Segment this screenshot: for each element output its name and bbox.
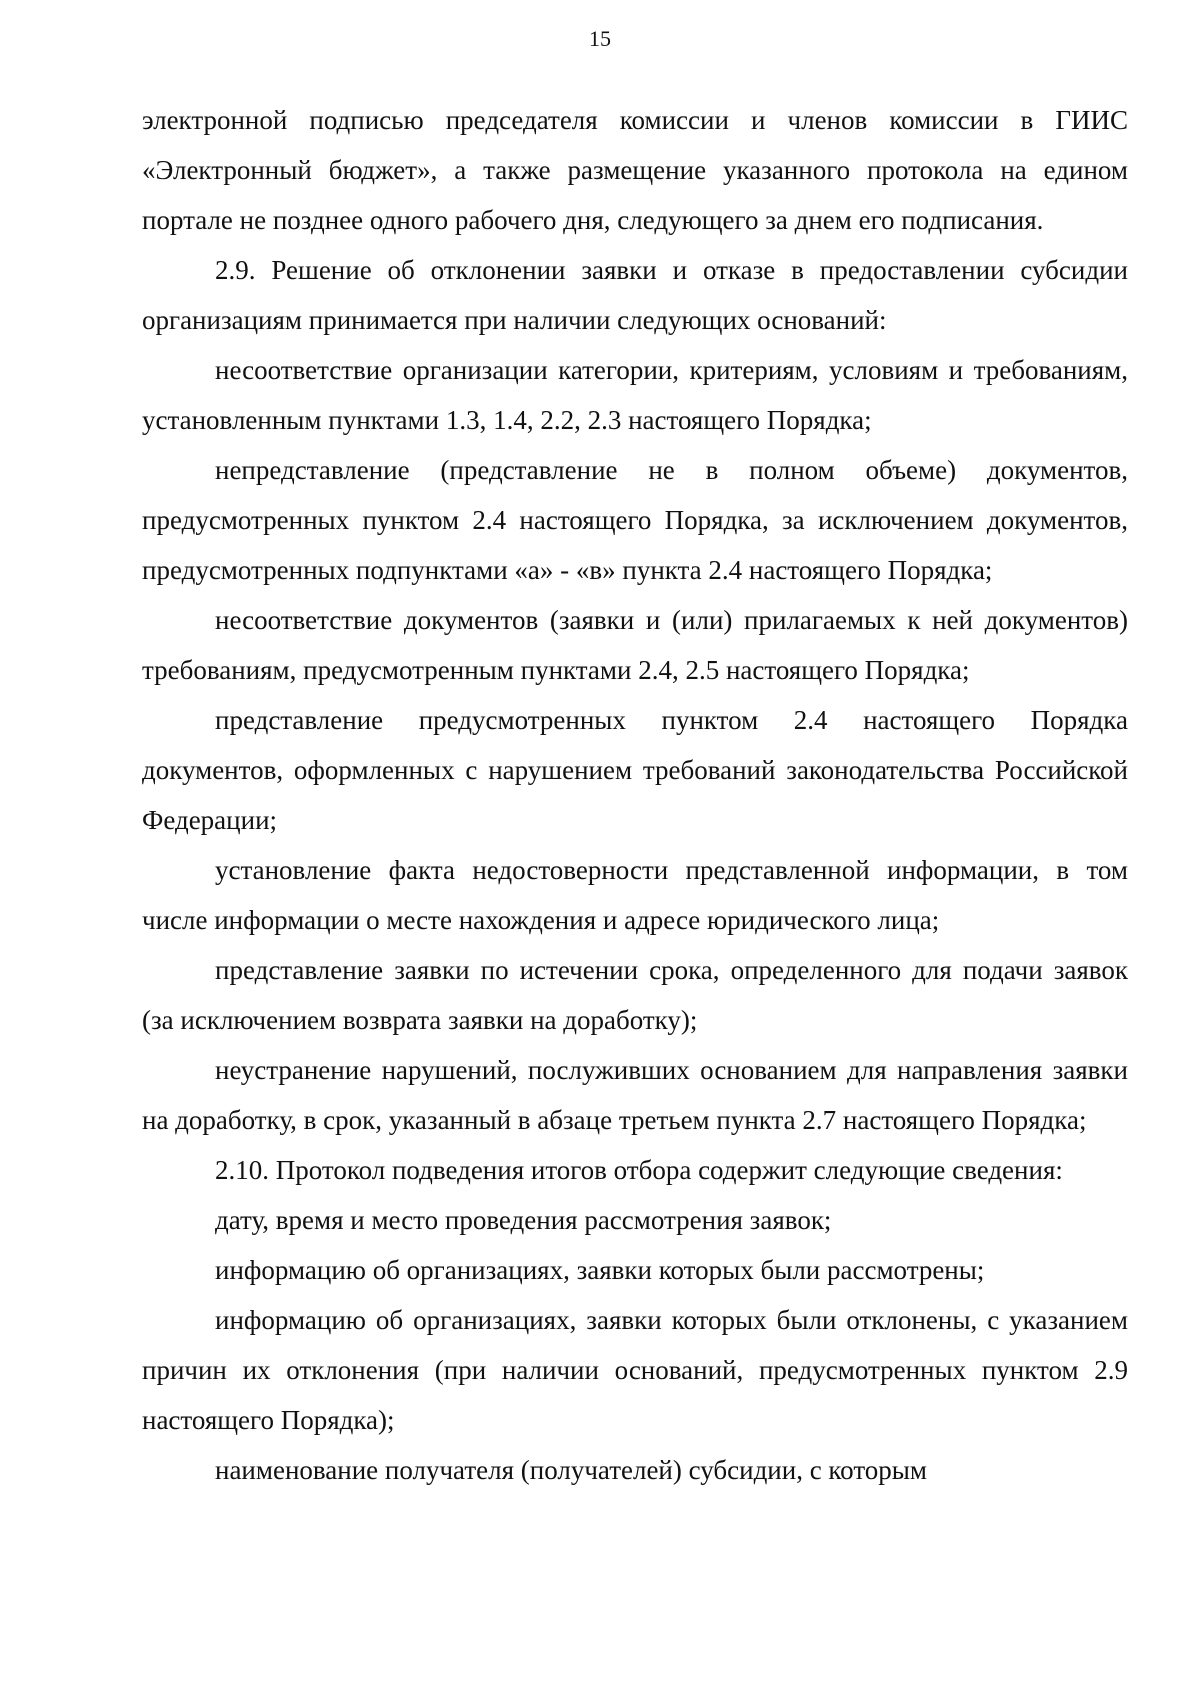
paragraph-continuation: электронной подписью председателя комиссии и членов комиссии в ГИИС «Электронный бюджет», а также размещение указанного протокола на едином портале не позднее одного рабочего дня, следующего за днем его подписания. [142,105,1128,235]
paragraph-ground-2: непредставление (представление не в полном объеме) документов, предусмотренных пунктом 2.4 настоящего Порядка, за исключением документов, предусмотренных подпунктами «а» - «в» пункта 2.4 настоящего Порядка; [142,455,1128,585]
paragraph-item-2: информацию об организациях, заявки которых были рассмотрены; [215,1255,985,1285]
paragraph-ground-4: представление предусмотренных пунктом 2.4 настоящего Порядка документов, оформленных с нарушением требований законодательства Российской Федерации; [142,705,1128,835]
page-number: 15 [589,26,611,51]
paragraph-section-2-10: 2.10. Протокол подведения итогов отбора содержит следующие сведения: [215,1155,1063,1185]
document-body [142,95,1128,1495]
paragraph-item-4: наименование получателя (получателей) субсидии, с которым [215,1455,927,1485]
paragraph-ground-5: установление факта недостоверности представленной информации, в том числе информации о месте нахождения и адресе юридического лица; [142,855,1128,935]
paragraph-ground-7: неустранение нарушений, послуживших основанием для направления заявки на доработку, в срок, указанный в абзаце третьем пункта 2.7 настоящего Порядка; [142,1055,1128,1135]
paragraph-item-3: информацию об организациях, заявки которых были отклонены, с указанием причин их отклонения (при наличии оснований, предусмотренных пунктом 2.9 настоящего Порядка); [142,1305,1128,1435]
paragraph-section-2-9: 2.9. Решение об отклонении заявки и отказе в предоставлении субсидии организациям принимается при наличии следующих оснований: [142,255,1128,335]
paragraph-ground-6: представление заявки по истечении срока, определенного для подачи заявок (за исключением возврата заявки на доработку); [142,955,1128,1035]
paragraph-ground-1: несоответствие организации категории, критериям, условиям и требованиям, установленным пунктами 1.3, 1.4, 2.2, 2.3 настоящего Порядка; [142,355,1128,435]
paragraph-ground-3: несоответствие документов (заявки и (или) прилагаемых к ней документов) требованиям, предусмотренным пунктами 2.4, 2.5 настоящего Порядка; [142,605,1128,685]
paragraph-item-1: дату, время и место проведения рассмотрения заявок; [215,1205,832,1235]
